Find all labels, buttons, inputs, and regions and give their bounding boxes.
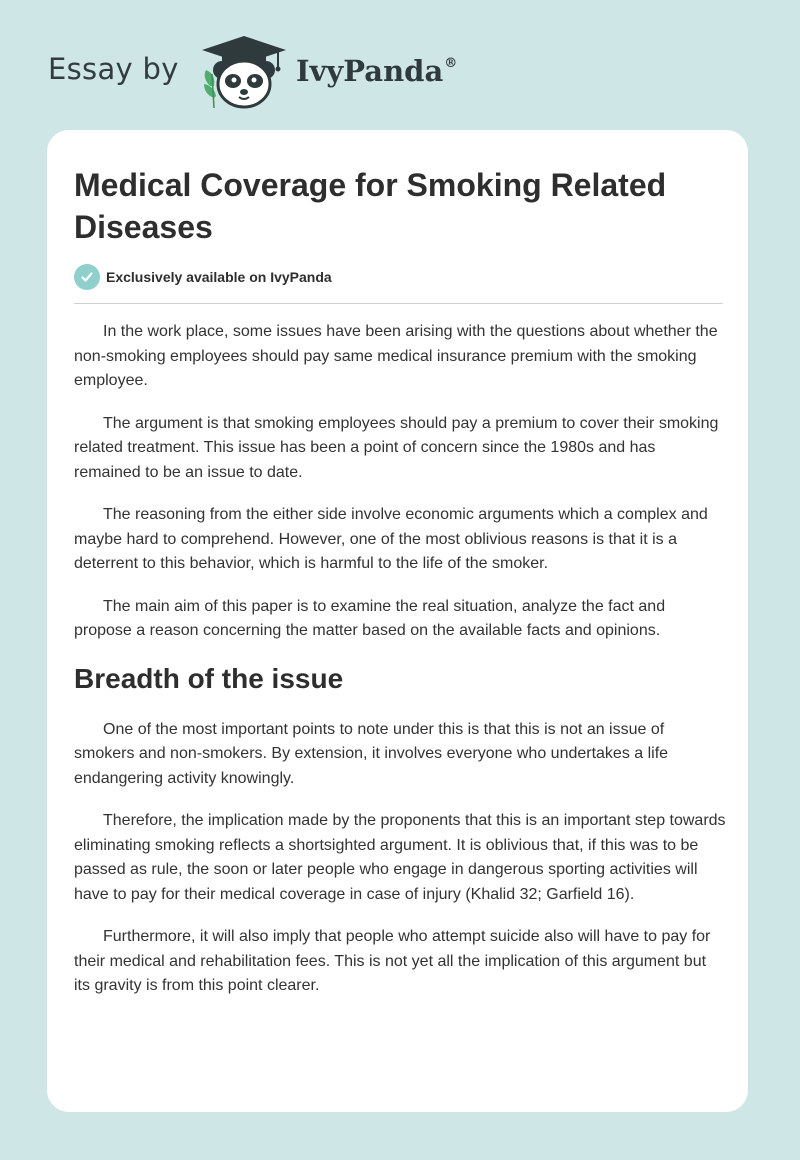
- paragraph: The reasoning from the either side involve economic arguments which a complex and maybe hard to comprehend. However, one of the most oblivious reasons is that it is a deterrent to this behavior, which is harmful to the life of the smoker.: [74, 506, 708, 572]
- panda-logo-icon[interactable]: [200, 34, 288, 110]
- paragraph: Furthermore, it will also imply that people who attempt suicide also will have to pay for their medical and rehabilitation fees. This is not yet all the implication of this argument but its gravity is from this point clearer.: [74, 928, 711, 994]
- page-title: Medical Coverage for Smoking Related Diseases: [74, 167, 667, 245]
- article-body: [74, 320, 726, 1017]
- paragraph: The main aim of this paper is to examine the real situation, analyze the fact and propose a reason concerning the matter based on the available facts and opinions.: [74, 597, 666, 639]
- paragraph: One of the most important points to note under this is that this is not an issue of smokers and non-smokers. By extension, it involves everyone who undertakes a life endangering activity knowingly.: [74, 720, 669, 787]
- check-icon: [74, 264, 100, 290]
- registered-mark: ®: [444, 56, 458, 71]
- paragraph: The argument is that smoking employees should pay a premium to cover their smoking related treatment. This issue has been a point of concern since the 1980s and has remained to be an issue to date.: [74, 414, 719, 481]
- divider: [74, 303, 723, 304]
- site-header: [48, 34, 548, 114]
- section-heading: Breadth of the issue: [74, 662, 344, 694]
- paragraph: In the work place, some issues have been arising with the questions about whether the non-smoking employees should pay same medical insurance premium with the smoking employee.: [74, 323, 718, 389]
- paragraph: Therefore, the implication made by the proponents that this is an important step towards eliminating smoking reflects a shortsighted argument. It is oblivious that, if this was to be passed as rule, the soon or later people who engage in dangerous sporting activities will have to pay for their medical coverage in case of injury (Khalid 32; Garfield 16).: [74, 812, 726, 903]
- brand-name[interactable]: IvyPanda®: [296, 54, 458, 88]
- exclusive-label: Exclusively available on IvyPanda: [106, 269, 332, 285]
- essay-by-label: Essay by: [48, 52, 179, 86]
- essay-card: [47, 130, 748, 1112]
- exclusive-badge: [74, 264, 332, 290]
